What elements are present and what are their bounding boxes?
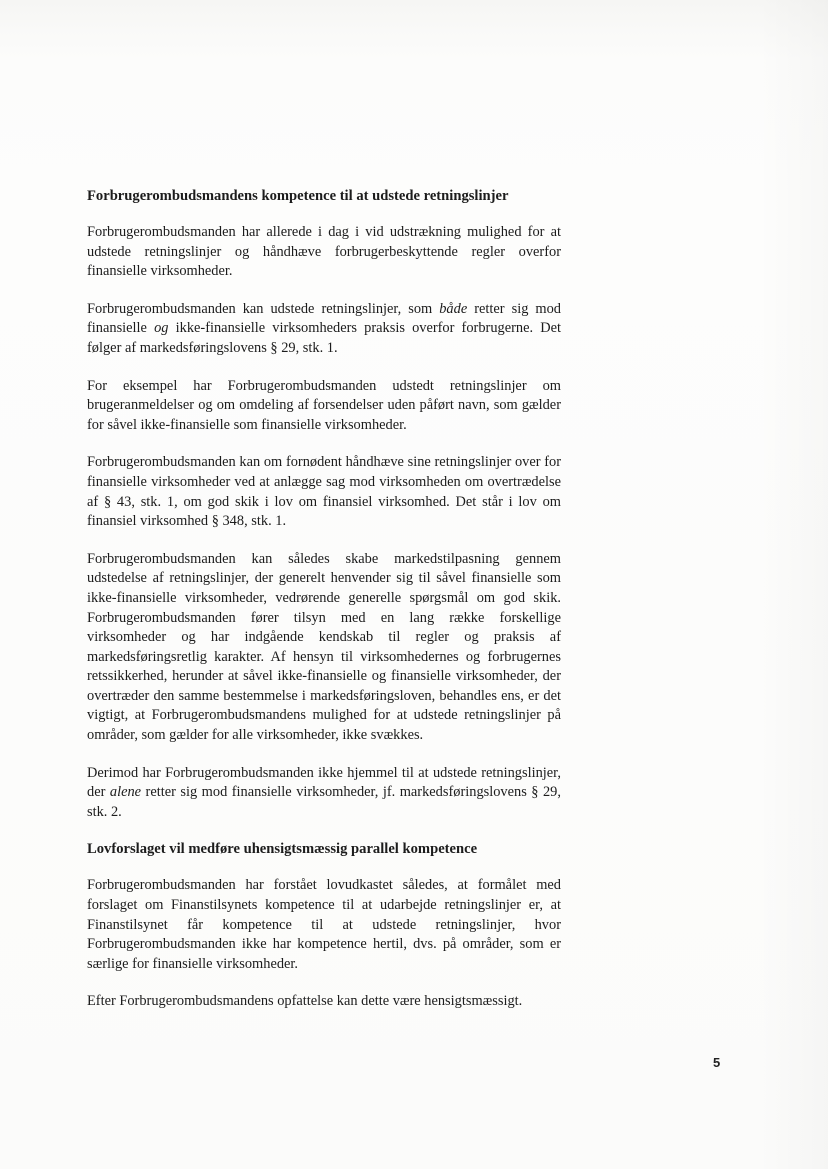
paragraph-5: Forbrugerombudsmanden kan således skabe markedstilpasning gennem udstedelse af retningslinjer, der generelt henvender sig til såvel finansielle som ikke-finansielle virksomheder, vedrørende generelle spørgsmål om god skik. Forbrugerombudsmanden fører tilsyn med en lang række forskellige virksomheder og har indgående kendskab til regler og praksis af markedsføringsretlig karakter. Af hensyn til virksomhedernes og forbrugernes retssikkerhed, herunder at såvel ikke-finansielle og finansielle virksomheder, der overtræder den samme bestemmelse i markedsføringsloven, behandles ens, er det vigtigt, at Forbrugerombudsmandens mulighed for at udstede retningslinjer på områder, som gælder for alle virksomheder, ikke svækkes. bbox=[87, 550, 561, 744]
section-heading-parallel-competence: Lovforslaget vil medføre uhensigtsmæssig parallel kompetence bbox=[87, 841, 478, 858]
paragraph-6 bbox=[87, 764, 561, 823]
page-number: 5 bbox=[713, 1055, 721, 1070]
paragraph-2-emphasis-both: både bbox=[439, 300, 468, 317]
paragraph-6-text-b: retter sig mod finansielle virksomheder, jf. markedsføringslovens § 29, stk. 2. bbox=[87, 784, 561, 820]
document-body bbox=[87, 187, 561, 1012]
paragraph-7: Forbrugerombudsmanden har forstået lovudkastet således, at formålet med forslaget om Finanstilsynets kompetence til at udarbejde retningslinjer er, at Finanstilsynet får kompetence til at udstede retningslinjer, hvor Forbrugerombudsmanden ikke har kompetence hertil, dvs. på områder, som er særlige for finansielle virksomheder. bbox=[87, 877, 561, 972]
paragraph-2-text-b: retter sig mod finansielle bbox=[87, 300, 561, 337]
section-heading-competence: Forbrugerombudsmandens kompetence til at udstede retningslinjer bbox=[87, 188, 509, 204]
paragraph-2-text-c: ikke-finansielle virksomheders praksis overfor forbrugerne. Det følger af markedsføringslovens § 29, stk. 1. bbox=[87, 320, 561, 356]
paragraph-6-emphasis-alone: alene bbox=[109, 784, 142, 801]
paragraph-2-emphasis-and: og bbox=[154, 320, 169, 337]
paragraph-2 bbox=[87, 300, 561, 359]
paragraph-8: Efter Forbrugerombudsmandens opfattelse kan dette være hensigtsmæssigt. bbox=[87, 993, 523, 1010]
scan-shadow bbox=[758, 0, 828, 1169]
paragraph-3: For eksempel har Forbrugerombudsmanden udstedt retningslinjer om brugeranmeldelser og om omdeling af forsendelser uden påført navn, som gælder for såvel ikke-finansielle som finansielle virksomheder. bbox=[87, 377, 561, 433]
paragraph-4: Forbrugerombudsmanden kan om fornødent håndhæve sine retningslinjer over for finansielle virksomheder ved at anlægge sag mod virksomheden om overtrædelse af § 43, stk. 1, om god skik i lov om finansiel virksomhed. Det står i lov om finansiel virksomhed § 348, stk. 1. bbox=[87, 454, 561, 530]
paragraph-2-text-a: Forbrugerombudsmanden kan udstede retningslinjer, som bbox=[87, 300, 440, 317]
paragraph-1: Forbrugerombudsmanden har allerede i dag i vid udstrækning mulighed for at udstede retningslinjer og håndhæve forbrugerbeskyttende regler overfor finansielle virksomheder. bbox=[87, 224, 561, 280]
paragraph-6-text-a: Derimod har Forbrugerombudsmanden ikke hjemmel til at udstede retningslinjer, der bbox=[87, 764, 561, 801]
